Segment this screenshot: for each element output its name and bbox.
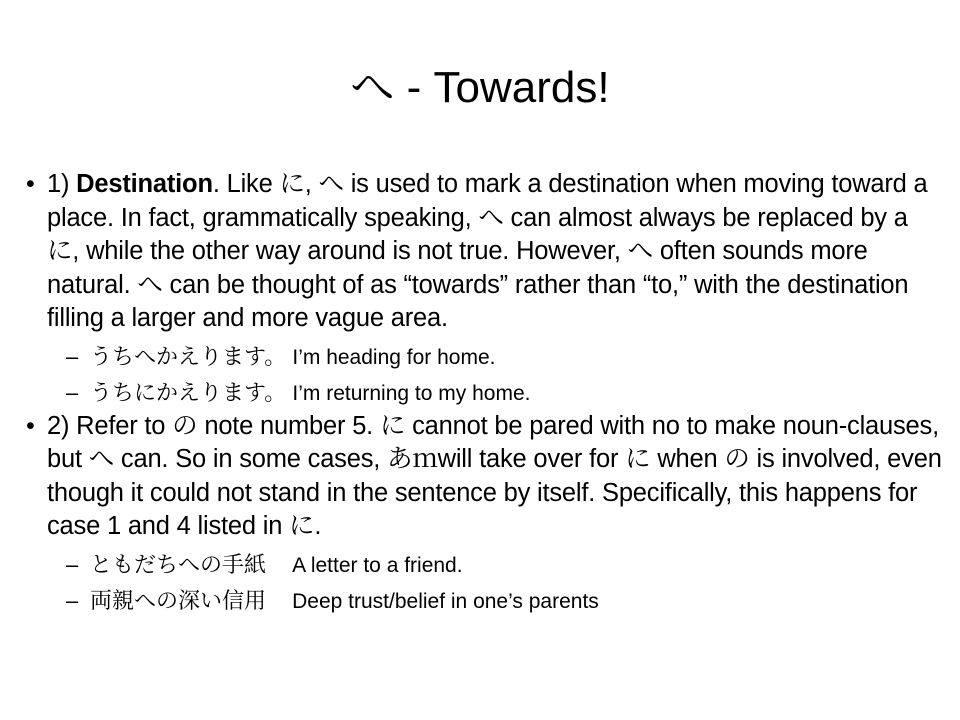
dash-marker: – (66, 379, 79, 405)
example-list-destination (26, 340, 946, 410)
example-item (26, 376, 946, 410)
example-english: A letter to a friend. (292, 553, 463, 577)
example-english: I’m heading for home. (292, 345, 496, 369)
bullet-marker: • (26, 411, 35, 440)
slide-content (26, 168, 946, 618)
example-japanese: ともだちへの手紙 (90, 552, 267, 578)
example-japanese: 両親への深い信用 (90, 588, 267, 614)
bullet-number: 1) (47, 170, 77, 198)
example-japanese: うちへかえります。 (90, 344, 287, 370)
dash-marker: – (66, 587, 79, 613)
example-item (26, 340, 946, 374)
example-english: I’m returning to my home. (292, 381, 531, 405)
bullet-text: 2) Refer to の note number 5. に cannot be pared with no to make noun-clauses, but へ can. So in some cases, あｍwill take over for に when の is involved, even though it could not stand in the sentence by itself. Specifically, this happens for case 1 and 4 listed in に. (47, 411, 942, 540)
slide-title: へ - Towards! (350, 63, 610, 112)
bullet-marker: • (26, 170, 35, 198)
example-english: Deep trust/belief in one’s parents (292, 589, 599, 613)
bullet-destination (26, 168, 946, 336)
example-list-noun-clauses (26, 548, 946, 618)
dash-marker: – (66, 551, 79, 577)
bullet-heading: Destination (76, 170, 213, 198)
bullet-text: . Like に, へ is used to mark a destination when moving toward a place. In fact, grammatically speaking, へ can almost always be replaced by a に, while the other way around is not true. However, へ often sounds more natural. へ can be thought of as “towards” rather than “to,” with the destination filling a larger and more vague area. (47, 170, 928, 332)
example-item (26, 584, 946, 618)
dash-marker: – (66, 343, 79, 369)
example-japanese: うちにかえります。 (90, 380, 287, 406)
example-item (26, 548, 946, 582)
bullet-noun-clauses (26, 410, 946, 544)
